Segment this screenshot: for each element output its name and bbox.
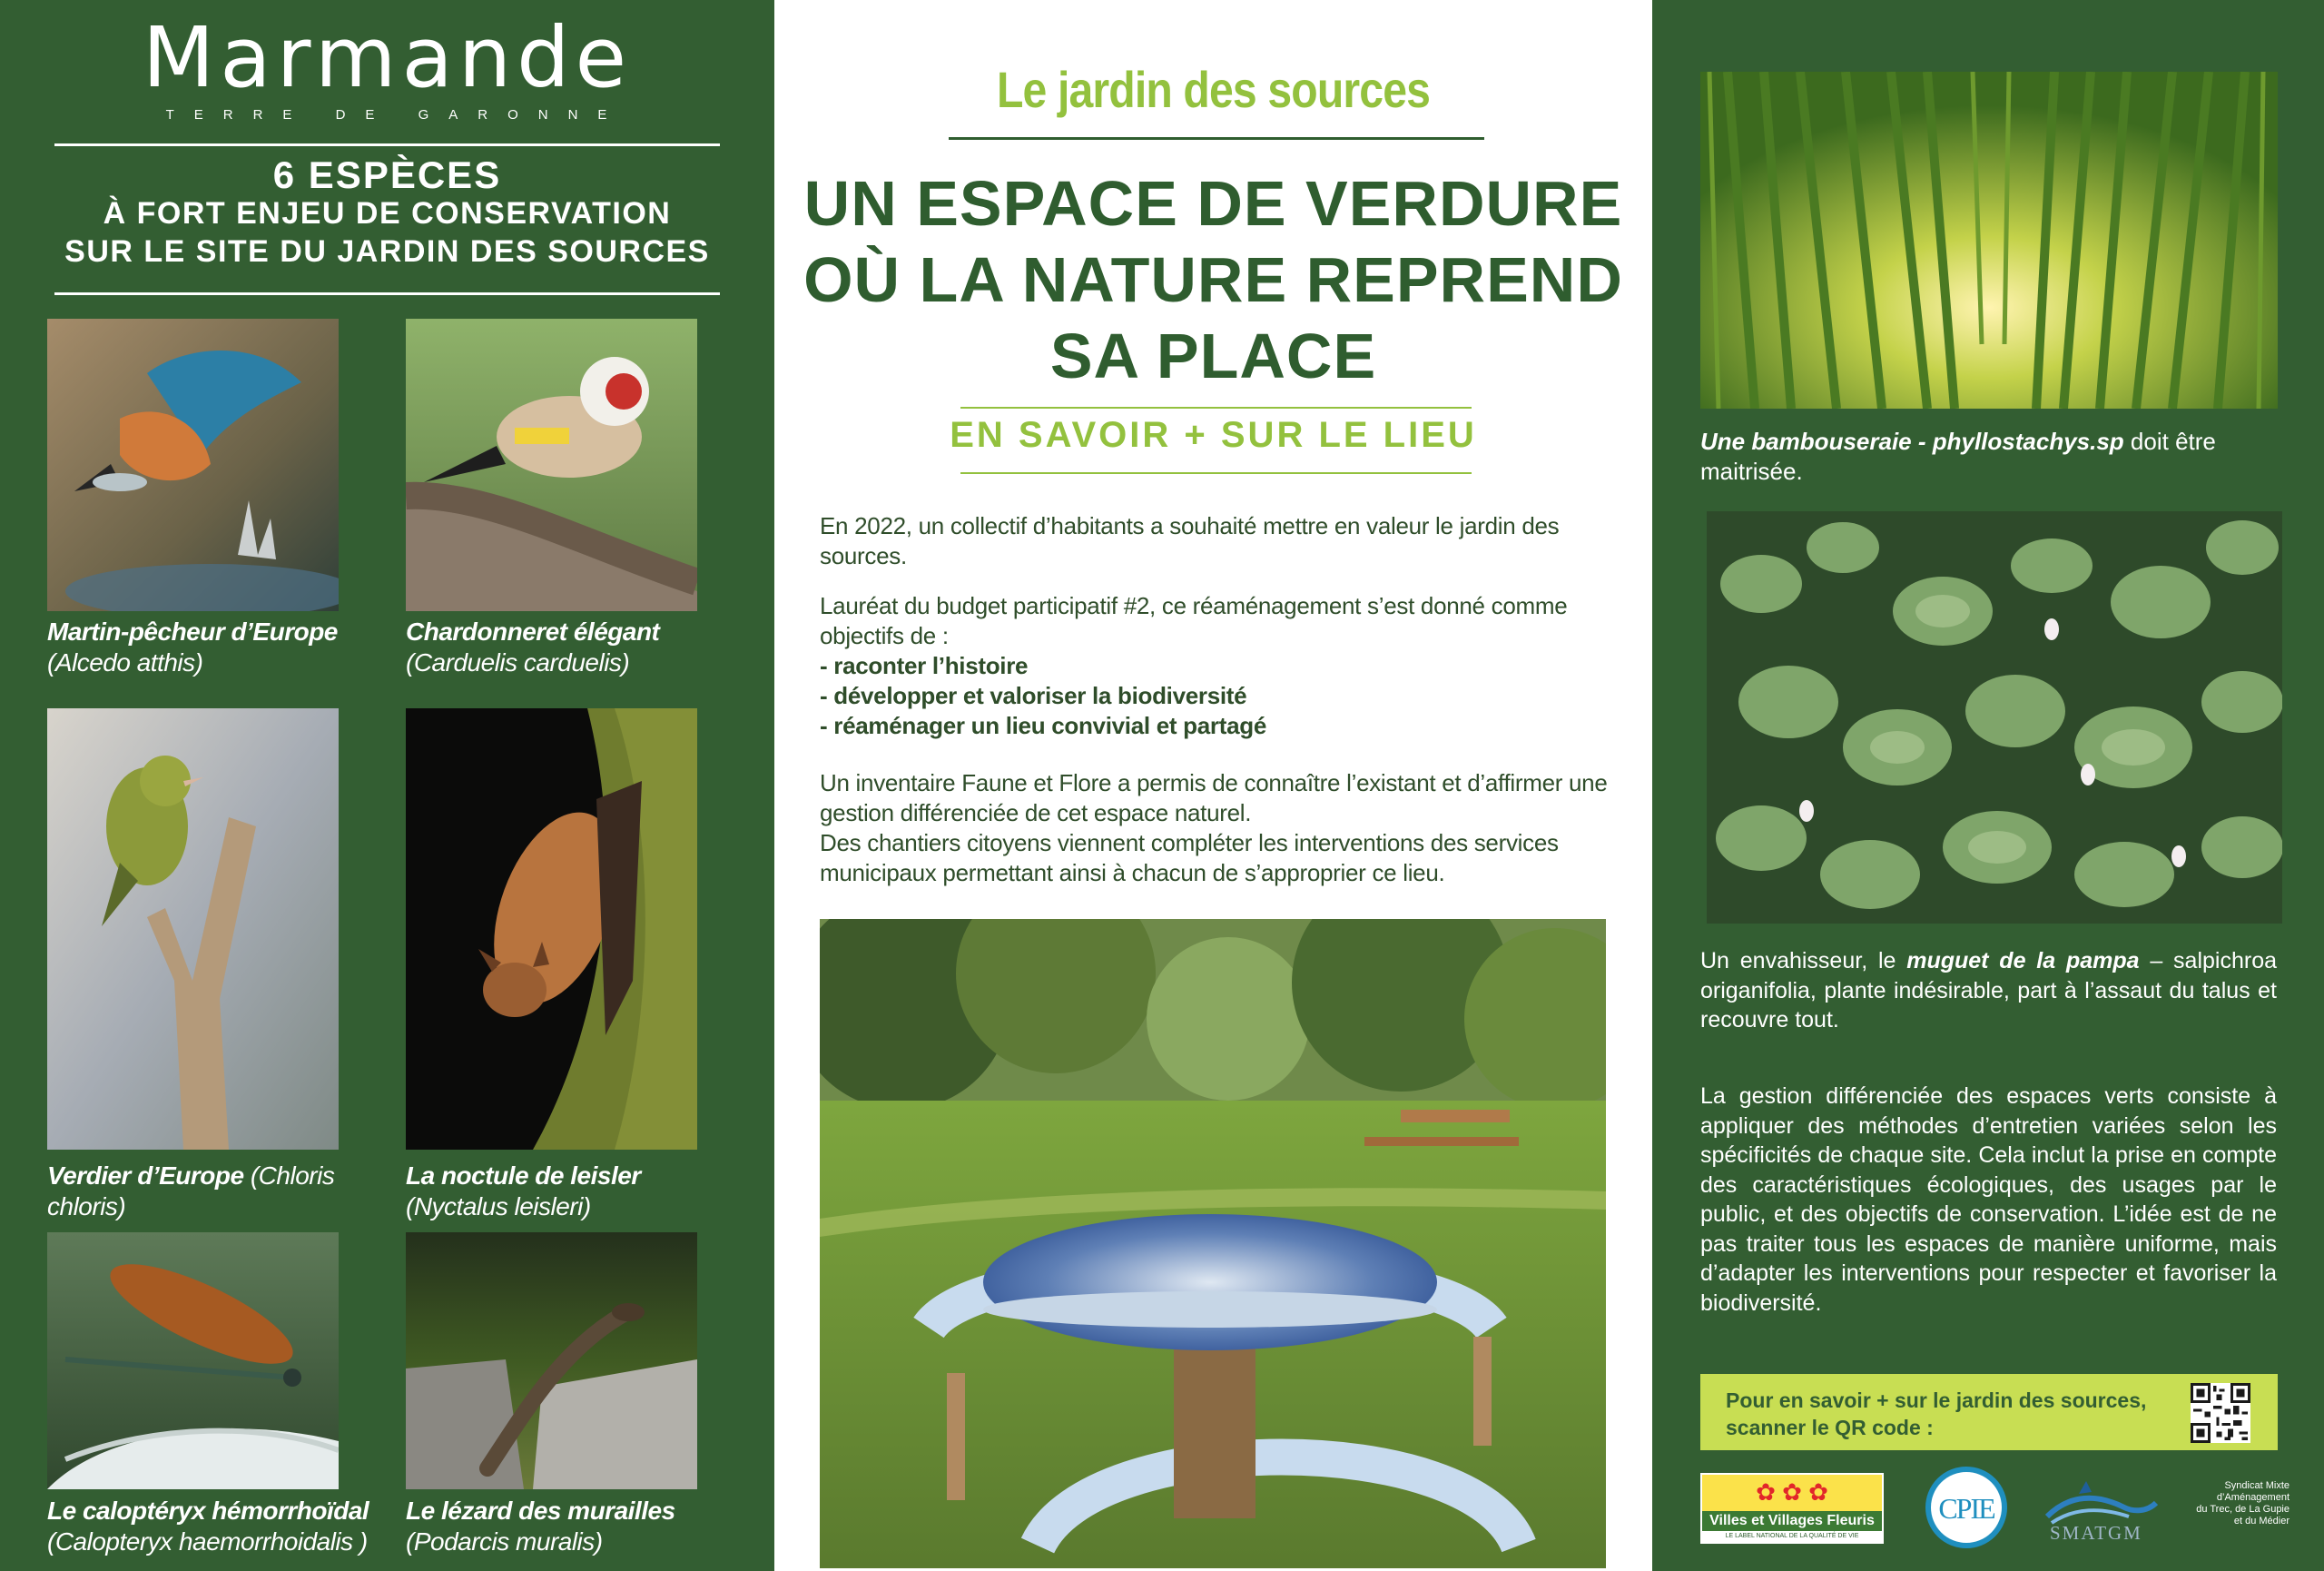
subheading: EN SAVOIR + SUR LE LIEU [950, 415, 1477, 455]
species-latin: (Chloris chloris) [47, 1161, 335, 1220]
damselfly-photo [47, 1232, 339, 1489]
greenfinch-caption [47, 1161, 392, 1222]
qr-code-icon[interactable] [2191, 1383, 2250, 1443]
marmande-logo [0, 9, 774, 123]
damselfly-caption [47, 1496, 374, 1557]
species-latin: (Alcedo atthis) [47, 648, 203, 677]
greenfinch-photo [47, 708, 339, 1150]
citizen-works-text: Des chantiers citoyens viennent compléter les interventions des services municipaux permettant ainsi à chacun de s’approprier ce lieu. [820, 829, 1559, 886]
bamboo-caption-bold: Une bambouseraie - phyllostachys.sp [1700, 428, 2124, 455]
species-name: Verdier d’Europe [47, 1161, 244, 1190]
cpie-logo-text: CPIE [1938, 1492, 1994, 1525]
intro-paragraph: En 2022, un collectif d’habitants a souhaité mettre en valeur le jardin des sources. [820, 512, 1560, 569]
objective-item [820, 681, 1619, 711]
lizard-caption [406, 1496, 705, 1557]
goldfinch-photo [406, 319, 697, 611]
garden-kicker: Le jardin des sources [996, 61, 1431, 118]
objective-text: - développer et valoriser la biodiversité [820, 682, 1247, 709]
species-title [54, 153, 720, 271]
flower-icons: ✿ ✿ ✿ [1756, 1478, 1828, 1506]
species-name: Chardonneret élégant [406, 618, 660, 646]
smatgm-desc-line: d’Aménagement [2216, 1492, 2290, 1503]
qr-callout-text [1726, 1387, 2198, 1441]
bamboo-caption-rest: doit être maitrisée. [1700, 428, 2216, 485]
management-paragraph: La gestion différenciée des espaces verts consiste à appliquer des méthodes d’entretien variées selon les spécificités de chaque site. Cela inclut la prise en compte des caractéristiques écologiques, des usages par le public, et des objectifs de conservation. L’idée est de ne pas traiter tous les espaces de manière uniforme, mais d’adapter les interventions pour respecter et favoriser la biodiversité. [1700, 1083, 2277, 1316]
inventory-paragraph [820, 768, 1619, 888]
objective-text: - raconter l’histoire [820, 652, 1029, 679]
pampa-lily-photo [1707, 511, 2282, 924]
species-title-line2: À FORT ENJEU DE CONSERVATION [103, 196, 672, 231]
species-latin: (Calopteryx haemorrhoidalis ) [47, 1527, 368, 1556]
goldfinch-caption [406, 617, 705, 678]
objectives-intro: Lauréat du budget participatif #2, ce réaménagement s’est donné comme objectifs de : [820, 592, 1568, 649]
title-rule-bottom [54, 292, 720, 295]
logo-name: Marmande [142, 9, 633, 106]
species-latin: (Nyctalus leisleri) [406, 1192, 591, 1220]
species-latin: (Carduelis carduelis) [406, 648, 630, 677]
subheading-rule-bottom [960, 472, 1472, 474]
objective-item [820, 711, 1619, 741]
kicker-rule [949, 137, 1484, 140]
objective-item [820, 651, 1619, 681]
lizard-photo [406, 1232, 697, 1489]
invader-name: muguet de la pampa [1906, 948, 2140, 973]
qr-callout-line2: scanner le QR code : [1726, 1416, 1934, 1439]
inventory-text: Un inventaire Faune et Flore a permis de connaître l’existant et d’affirmer une gestion différenciée de cet espace naturel. [820, 769, 1608, 826]
invader-text-before: Un envahisseur, le [1700, 948, 1907, 973]
smatgm-desc-line: et du Médier [2233, 1516, 2290, 1527]
objectives-block [820, 591, 1619, 741]
headline-line3: SA PLACE [1049, 321, 1377, 391]
cpie-logo [1925, 1467, 2007, 1548]
qr-callout-line1: Pour en savoir + sur le jardin des sources, [1726, 1388, 2147, 1412]
smatgm-description [2162, 1480, 2290, 1527]
vvf-tagline: LE LABEL NATIONAL DE LA QUALITÉ DE VIE [1702, 1531, 1882, 1542]
species-name: Martin-pêcheur d’Europe [47, 618, 338, 646]
kingfisher-caption [47, 617, 347, 678]
headline-line2: OÙ LA NATURE REPREND [803, 244, 1623, 315]
species-name: Le caloptéryx hémorrhoïdal [47, 1497, 369, 1525]
bamboo-caption [1700, 427, 2299, 487]
species-name: Le lézard des murailles [406, 1497, 675, 1525]
logo-tagline: TERRE DE GARONNE [165, 107, 627, 123]
garden-table-photo [820, 919, 1606, 1568]
smatgm-name: SMATGM [2050, 1522, 2142, 1544]
bat-caption [406, 1161, 705, 1222]
invader-paragraph [1700, 946, 2277, 1035]
bamboo-grove-photo [1700, 72, 2278, 409]
smatgm-desc-line: Syndicat Mixte [2224, 1480, 2290, 1491]
qr-callout [1700, 1374, 2278, 1450]
title-rule-top [54, 143, 720, 146]
headline-line1: UN ESPACE DE VERDURE [803, 168, 1623, 239]
objective-text: - réaménager un lieu convivial et partagé [820, 712, 1266, 739]
bat-photo [406, 708, 697, 1150]
vvf-name: Villes et Villages Fleuris [1702, 1511, 1882, 1531]
kingfisher-photo [47, 319, 339, 611]
villes-villages-fleuris-logo [1700, 1473, 1884, 1544]
species-title-line3: SUR LE SITE DU JARDIN DES SOURCES [64, 234, 710, 269]
species-name: La noctule de leisler [406, 1161, 641, 1190]
smatgm-desc-line: du Trec, de La Gupie [2196, 1504, 2290, 1515]
subheading-rule-top [960, 407, 1472, 409]
species-latin: (Podarcis muralis) [406, 1527, 603, 1556]
headline [774, 165, 1652, 394]
invader-text-after: – salpichroa origanifolia, plante indésirable, part à l’assaut du talus et recouvre tout. [1700, 948, 2278, 1033]
species-title-line1: 6 ESPÈCES [272, 153, 502, 196]
